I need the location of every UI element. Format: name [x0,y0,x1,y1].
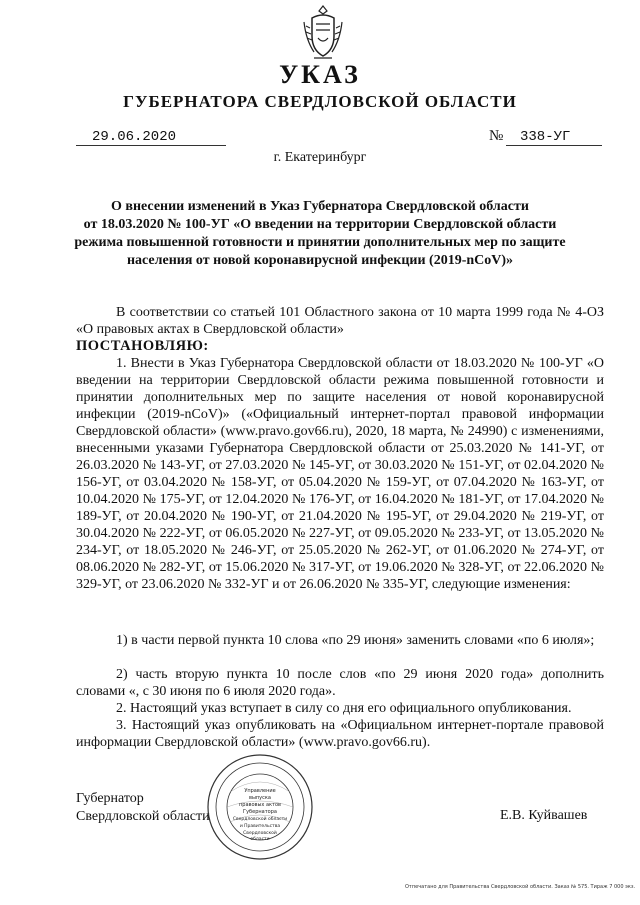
item-3: 3. Настоящий указ опубликовать на «Официальном интернет-портале правовой информации Свердловской области» (www.pravo.gov66.ru). [76,718,604,750]
svg-text:правовых актов: правовых актов [239,802,281,808]
item-2: 2. Настоящий указ вступает в силу со дня его официального опубликования. [116,701,572,716]
number-label: № [489,128,504,144]
subitem-1: 1) в части первой пункта 10 слова «по 29 июня» заменить словами «по 6 июля»; [116,633,595,648]
svg-text:и Правительства: и Правительства [239,824,281,829]
heading-line: режима повышенной готовности и принятии дополнительных мер по защите [74,235,566,250]
preamble: В соответствии со статьей 101 Областного закона от 10 марта 1999 года № 4-ОЗ «О правовых актах в Свердловской области» [76,305,604,337]
decree-heading [60,198,580,270]
decree-number: 338-УГ [520,129,571,145]
svg-text:области: области [250,837,270,842]
heading-line: населения от новой коронавирусной инфекции (2019-nCoV)» [126,253,514,268]
city: г. Екатеринбург [273,150,367,165]
print-note: Отпечатано для Правительства Свердловской области. Заказ № 575. Тираж 7 000 экз. [405,884,636,890]
svg-text:Свердловской: Свердловской [243,831,277,836]
svg-text:Губернатора: Губернатора [243,809,277,815]
number-underline [506,144,602,146]
decree-statement: ПОСТАНОВЛЯЮ: [76,338,209,354]
official-stamp-icon [205,752,315,862]
signatory-position [76,790,210,826]
svg-text:Управление: Управление [244,788,276,794]
signatory-name: Е.В. Куйвашев [500,808,588,823]
item-1: 1. Внести в Указ Губернатора Свердловской области от 18.03.2020 № 100-УГ «О введении на территории Свердловской области режима повышенной готовности и принятии дополнительных мер по защите населения от новой коронавирусной инфекции (2019-nCoV)» («Официальный интернет-портал правовой информации Свердловской области» (www.pravo.gov66.ru), 2020, 18 марта, № 24990) с изменениями, внесенными указами Губернатора Свердловской области от 25.03.2020 № 141-УГ, от 26.03.2020 № 143-УГ, от 27.03.2020 № 145-УГ, от 30.03.2020 № 151-УГ, от 02.04.2020 № 156-УГ, от 03.04.2020 № 158-УГ, от 05.04.2020 № 159-УГ, от 07.04.2020 № 163-УГ, от 10.04.2020 № 175-УГ, от 12.04.2020 № 176-УГ, от 16.04.2020 № 181-УГ, от 17.04.2020 № 189-УГ, от 20.04.2020 № 190-УГ, от 21.04.2020 № 195-УГ, от 29.04.2020 № 219-УГ, от 30.04.2020 № 222-УГ, от 06.05.2020 № 227-УГ, от 09.05.2020 № 233-УГ, от 13.05.2020 № 234-УГ, от 18.05.2020 № 246-УГ, от 25.05.2020 № 262-УГ, от 01.06.2020 № 274-УГ, от 08.06.2020 № 282-УГ, от 15.06.2020 № 317-УГ, от 19.06.2020 № 328-УГ, от 22.06.2020 № 329-УГ, от 23.06.2020 № 332-УГ и от 26.06.2020 № 335-УГ, следующие изменения: [76,356,604,592]
subitem-2: 2) часть вторую пункта 10 после слов «по 29 июня 2020 года» дополнить словами «, с 30 июня по 6 июля 2020 года». [76,667,604,699]
coat-of-arms-icon [300,2,346,64]
svg-text:Свердловской области: Свердловской области [232,817,288,822]
svg-text:выпуска: выпуска [249,795,271,801]
heading-line: О внесении изменений в Указ Губернатора Свердловской области [111,199,529,214]
issuer-title: ГУБЕРНАТОРА СВЕРДЛОВСКОЙ ОБЛАСТИ [123,92,517,111]
position-line: Свердловской области [76,809,210,824]
date-underline [76,144,226,146]
document-type-title: УКАЗ [279,60,361,89]
heading-line: от 18.03.2020 № 100-УГ «О введении на территории Свердловской области [83,217,557,232]
position-line: Губернатор [76,791,144,806]
decree-date: 29.06.2020 [92,129,177,145]
